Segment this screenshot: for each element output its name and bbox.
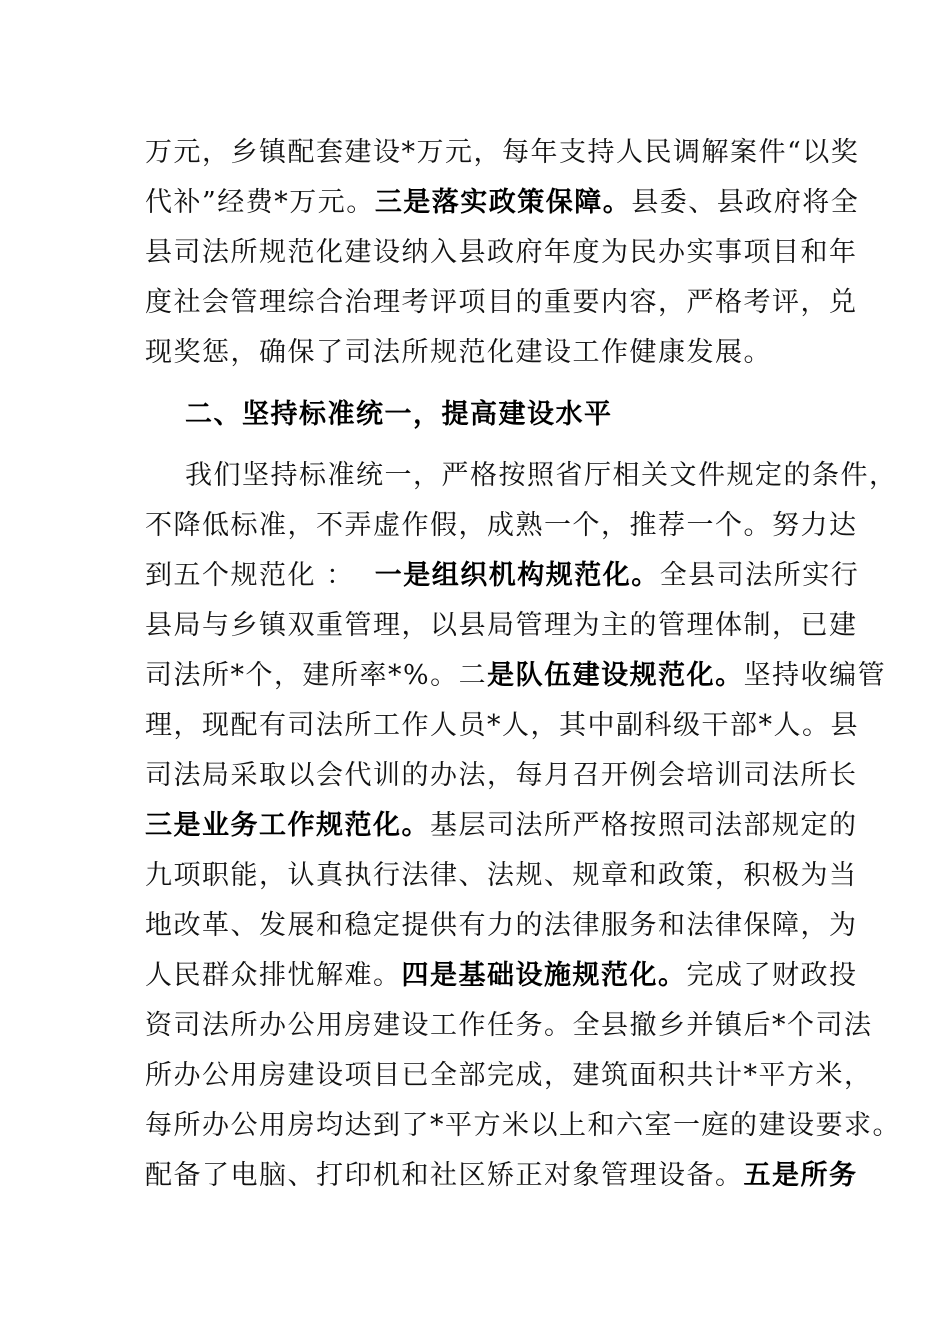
text-run: 理，现配有司法所工作人员*人，其中副科级干部*人。县 xyxy=(145,710,859,741)
paragraph-line xyxy=(145,333,772,373)
paragraph-line xyxy=(145,1156,858,1196)
paragraph-line xyxy=(145,656,886,696)
text-run: 全县司法所实行 xyxy=(659,560,860,591)
text-run: 县局与乡镇双重管理，以县局管理为主的管理体制，已建 xyxy=(145,610,858,641)
paragraph-line xyxy=(145,183,859,223)
text-run: 所办公用房建设项目已全部完成，建筑面积共计*平方米， xyxy=(145,1060,873,1091)
bold-lead-phrase: 一是组织机构规范化。 xyxy=(374,560,660,591)
bold-lead-phrase: 四是基础设施规范化。 xyxy=(401,960,687,991)
paragraph-line xyxy=(145,1006,873,1046)
paragraph-line xyxy=(145,1106,901,1146)
text-run: 人民群众排忧解难。 xyxy=(145,960,402,991)
text-run: 配备了电脑、打印机和社区矫正对象管理设备。 xyxy=(145,1160,744,1191)
paragraph-line xyxy=(145,283,858,323)
text-run: 到五个规范化 ： xyxy=(145,560,375,591)
paragraph-line xyxy=(145,706,859,746)
bold-lead-phrase: 是队伍建设规范化。 xyxy=(487,660,744,691)
text-run: 我们坚持标准统一，严格按照省厅相关文件规定的条件， xyxy=(185,460,898,491)
paragraph-line xyxy=(145,133,859,173)
paragraph-line xyxy=(145,906,858,946)
text-run: 现奖惩，确保了司法所规范化建设工作健康发展。 xyxy=(145,337,772,368)
bold-lead-phrase: 三是业务工作规范化。 xyxy=(145,810,430,841)
text-run: 司法所*个，建所率*%。二 xyxy=(145,660,488,691)
text-run: 司法局采取以会代训的办法，每月召开例会培训司法所长 xyxy=(145,760,858,791)
paragraph-line xyxy=(145,606,858,646)
paragraph-line xyxy=(145,556,859,596)
text-run: 完成了财政投 xyxy=(686,960,858,991)
paragraph-line xyxy=(145,856,858,896)
bold-lead-phrase: 三是落实政策保障。 xyxy=(374,187,632,218)
bold-lead-phrase: 五是所务 xyxy=(743,1160,858,1191)
text-run: 九项职能，认真执行法律、法规、规章和政策，积极为当 xyxy=(145,860,858,891)
paragraph-line xyxy=(145,956,858,996)
text-run: 资司法所办公用房建设工作任务。全县撤乡并镇后*个司法 xyxy=(145,1010,873,1041)
text-run: 地改革、发展和稳定提供有力的法律服务和法律保障，为 xyxy=(145,910,858,941)
text-run: 代补”经费*万元。 xyxy=(145,187,375,218)
paragraph-line xyxy=(185,456,898,496)
text-run: 度社会管理综合治理考评项目的重要内容，严格考评，兑 xyxy=(145,287,858,318)
text-run: 坚持收编管 xyxy=(743,660,887,691)
text-run: 基层司法所严格按照司法部规定的 xyxy=(430,810,858,841)
text-run: 每所办公用房均达到了*平方米以上和六室一庭的建设要求。 xyxy=(145,1110,901,1141)
section-heading xyxy=(185,395,613,435)
heading-text: 二、坚持标准统一，提高建设水平 xyxy=(185,399,613,430)
text-run: 不降低标准，不弄虚作假，成熟一个，推荐一个。努力达 xyxy=(145,510,858,541)
text-run: 县委、县政府将全 xyxy=(631,187,860,218)
text-run: 万元，乡镇配套建设*万元，每年支持人民调解案件“以奖 xyxy=(145,137,860,168)
text-run: 县司法所规范化建设纳入县政府年度为民办实事项目和年 xyxy=(145,237,858,268)
paragraph-line xyxy=(145,756,858,796)
paragraph-line xyxy=(145,806,858,846)
paragraph-line xyxy=(145,1056,873,1096)
paragraph-line xyxy=(145,233,858,273)
paragraph-line xyxy=(145,506,858,546)
